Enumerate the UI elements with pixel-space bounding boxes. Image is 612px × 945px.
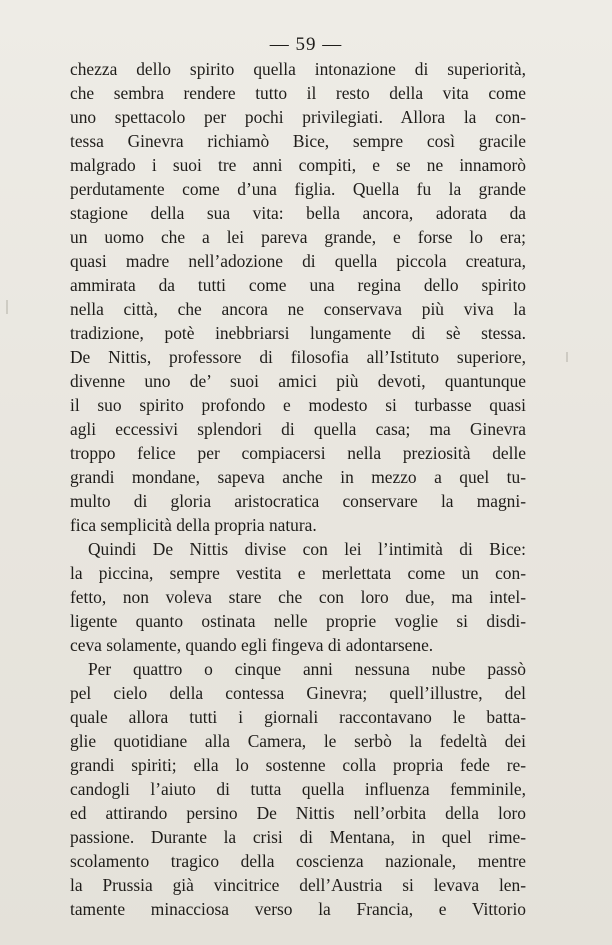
text-line: scolamento tragico della coscienza nazionale, mentre (70, 851, 526, 871)
text-line: uno spettacolo per pochi privilegiati. Allora la con- (70, 107, 526, 127)
text-line: grandi mondane, sapeva anche in mezzo a quel tu- (70, 467, 526, 487)
right-margin-mark (566, 352, 568, 362)
text-line: Per quattro o cinque anni nessuna nube passò (88, 659, 526, 679)
text-line: ammirata da tutti come una regina dello spirito (70, 275, 526, 295)
text-line: ligente quanto ostinata nelle proprie voglie si disdi- (70, 611, 526, 631)
text-line: grandi spiriti; ella lo sostenne colla propria fede re- (70, 755, 526, 775)
text-line: chezza dello spirito quella intonazione di superiorità, (70, 59, 526, 79)
body-text (70, 57, 526, 921)
text-line: la piccina, sempre vestita e merlettata come un con- (70, 563, 526, 583)
paragraph (70, 657, 526, 921)
text-line: malgrado i suoi tre anni compiti, e se ne innamorò (70, 155, 526, 175)
text-line: nella città, che ancora ne conservava più viva la (70, 299, 526, 319)
text-line: ceva solamente, quando egli fingeva di adontarsene. (70, 635, 434, 655)
paragraph (70, 57, 526, 537)
text-line: glie quotidiane alla Camera, le serbò la fedeltà dei (70, 731, 526, 751)
text-line: De Nittis, professore di filosofia all’Istituto superiore, (70, 347, 526, 367)
text-line: che sembra rendere tutto il resto della vita come (70, 83, 526, 103)
text-line: ed attirando persino De Nittis nell’orbita della loro (70, 803, 526, 823)
page-number: — 59 — (269, 34, 343, 55)
text-line: troppo felice per compiacersi nella preziosità delle (70, 443, 526, 463)
text-line: pel cielo della contessa Ginevra; quell’illustre, del (70, 683, 526, 703)
text-line: fetto, non voleva stare che con loro due, ma intel- (70, 587, 526, 607)
text-line: fica semplicità della propria natura. (70, 515, 317, 535)
text-line: quale allora tutti i giornali raccontavano le batta- (70, 707, 526, 727)
paragraph (70, 537, 526, 657)
text-line: tamente minacciosa verso la Francia, e Vittorio (70, 899, 526, 919)
text-line: tessa Ginevra richiamò Bice, sempre così gracile (70, 131, 526, 151)
text-line: stagione della sua vita: bella ancora, adorata da (70, 203, 526, 223)
left-margin-mark (6, 300, 8, 314)
text-line: agli eccessivi splendori di quella casa; ma Ginevra (70, 419, 526, 439)
text-line: il suo spirito profondo e modesto si turbasse quasi (70, 395, 526, 415)
text-line: la Prussia già vincitrice dell’Austria si levava len- (70, 875, 526, 895)
text-line: candogli l’aiuto di tutta quella influenza femminile, (70, 779, 526, 799)
text-line: multo di gloria aristocratica conservare la magni- (70, 491, 526, 511)
text-line: divenne uno de’ suoi amici più devoti, quantunque (70, 371, 526, 391)
text-line: quasi madre nell’adozione di quella piccola creatura, (70, 251, 526, 271)
text-line: Quindi De Nittis divise con lei l’intimità di Bice: (88, 539, 526, 559)
text-line: un uomo che a lei pareva grande, e forse lo era; (70, 227, 526, 247)
text-line: tradizione, potè inebbriarsi lungamente di sè stessa. (70, 323, 526, 343)
text-line: perdutamente come d’una figlia. Quella fu la grande (70, 179, 526, 199)
text-line: passione. Durante la crisi di Mentana, in quel rime- (70, 827, 526, 847)
